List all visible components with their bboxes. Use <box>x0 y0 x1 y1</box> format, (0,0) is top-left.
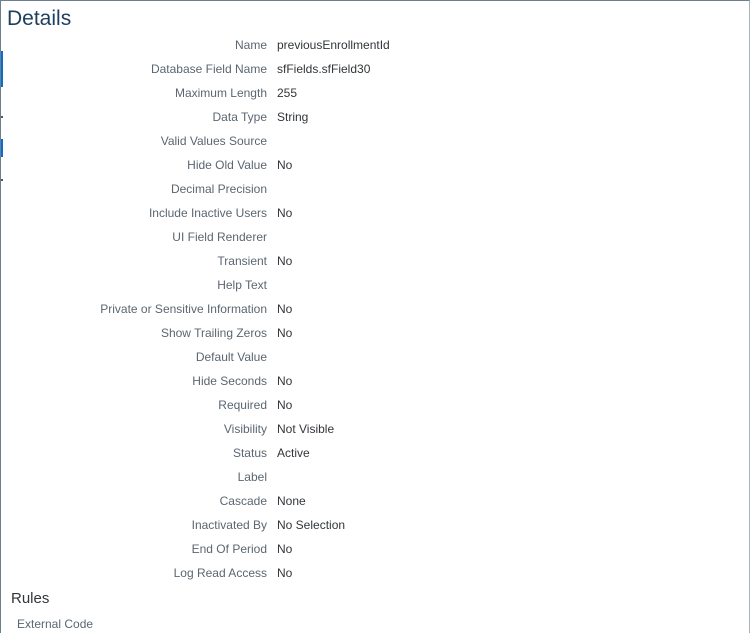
field-label: Inactivated By <box>191 518 267 532</box>
field-row <box>1 129 750 153</box>
field-label: Database Field Name <box>150 62 267 76</box>
rules-title: Rules <box>11 590 50 607</box>
field-label: Hide Old Value <box>187 158 267 172</box>
field-value: No <box>277 542 293 556</box>
field-row <box>1 225 750 249</box>
field-label: Include Inactive Users <box>148 206 267 220</box>
field-value: Active <box>277 446 310 460</box>
field-row <box>1 81 750 105</box>
field-value: No <box>277 254 293 268</box>
field-label: Default Value <box>195 350 267 364</box>
field-value: None <box>277 494 306 508</box>
field-row <box>1 177 750 201</box>
field-row <box>1 33 750 57</box>
field-value: sfFields.sfField30 <box>277 62 371 76</box>
field-row <box>1 345 750 369</box>
field-row <box>1 417 750 441</box>
field-label: Transient <box>217 254 267 268</box>
field-row <box>1 465 750 489</box>
field-label: Cascade <box>219 494 267 508</box>
field-label: Show Trailing Zeros <box>160 326 267 340</box>
field-value: String <box>277 110 309 124</box>
field-label: UI Field Renderer <box>172 230 267 244</box>
field-row <box>1 369 750 393</box>
field-row <box>1 537 750 561</box>
details-title: Details <box>7 7 72 30</box>
field-label: Name <box>234 38 267 52</box>
field-value: 255 <box>277 86 298 100</box>
field-row <box>1 297 750 321</box>
field-label: Visibility <box>223 422 267 436</box>
field-label: Maximum Length <box>174 86 267 100</box>
field-row <box>1 153 750 177</box>
field-row <box>1 57 750 81</box>
field-label: Private or Sensitive Information <box>100 302 267 316</box>
field-value: No <box>277 398 293 412</box>
field-value: No Selection <box>277 518 346 532</box>
field-row <box>1 249 750 273</box>
field-label: Label <box>237 470 267 484</box>
field-value: previousEnrollmentId <box>277 38 390 52</box>
field-label: Log Read Access <box>173 566 267 580</box>
field-row <box>1 105 750 129</box>
field-row <box>1 201 750 225</box>
external-code-label: External Code <box>17 617 94 631</box>
field-row <box>1 393 750 417</box>
field-label: End Of Period <box>191 542 267 556</box>
field-value: No <box>277 158 293 172</box>
field-value: No <box>277 302 293 316</box>
field-row <box>1 441 750 465</box>
field-row <box>1 513 750 537</box>
field-value: No <box>277 566 293 580</box>
field-label: Decimal Precision <box>170 182 267 196</box>
field-value: No <box>277 206 293 220</box>
field-row <box>1 561 750 585</box>
details-field-list <box>1 33 750 585</box>
field-label: Help Text <box>217 278 267 292</box>
field-label: Status <box>232 446 267 460</box>
field-value: No <box>277 374 293 388</box>
field-label: Hide Seconds <box>192 374 267 388</box>
field-label: Valid Values Source <box>160 134 267 148</box>
field-row <box>1 489 750 513</box>
field-value: No <box>277 326 293 340</box>
field-row <box>1 321 750 345</box>
field-row <box>1 273 750 297</box>
field-label: Required <box>218 398 267 412</box>
field-value: Not Visible <box>277 422 335 436</box>
field-label: Data Type <box>212 110 267 124</box>
